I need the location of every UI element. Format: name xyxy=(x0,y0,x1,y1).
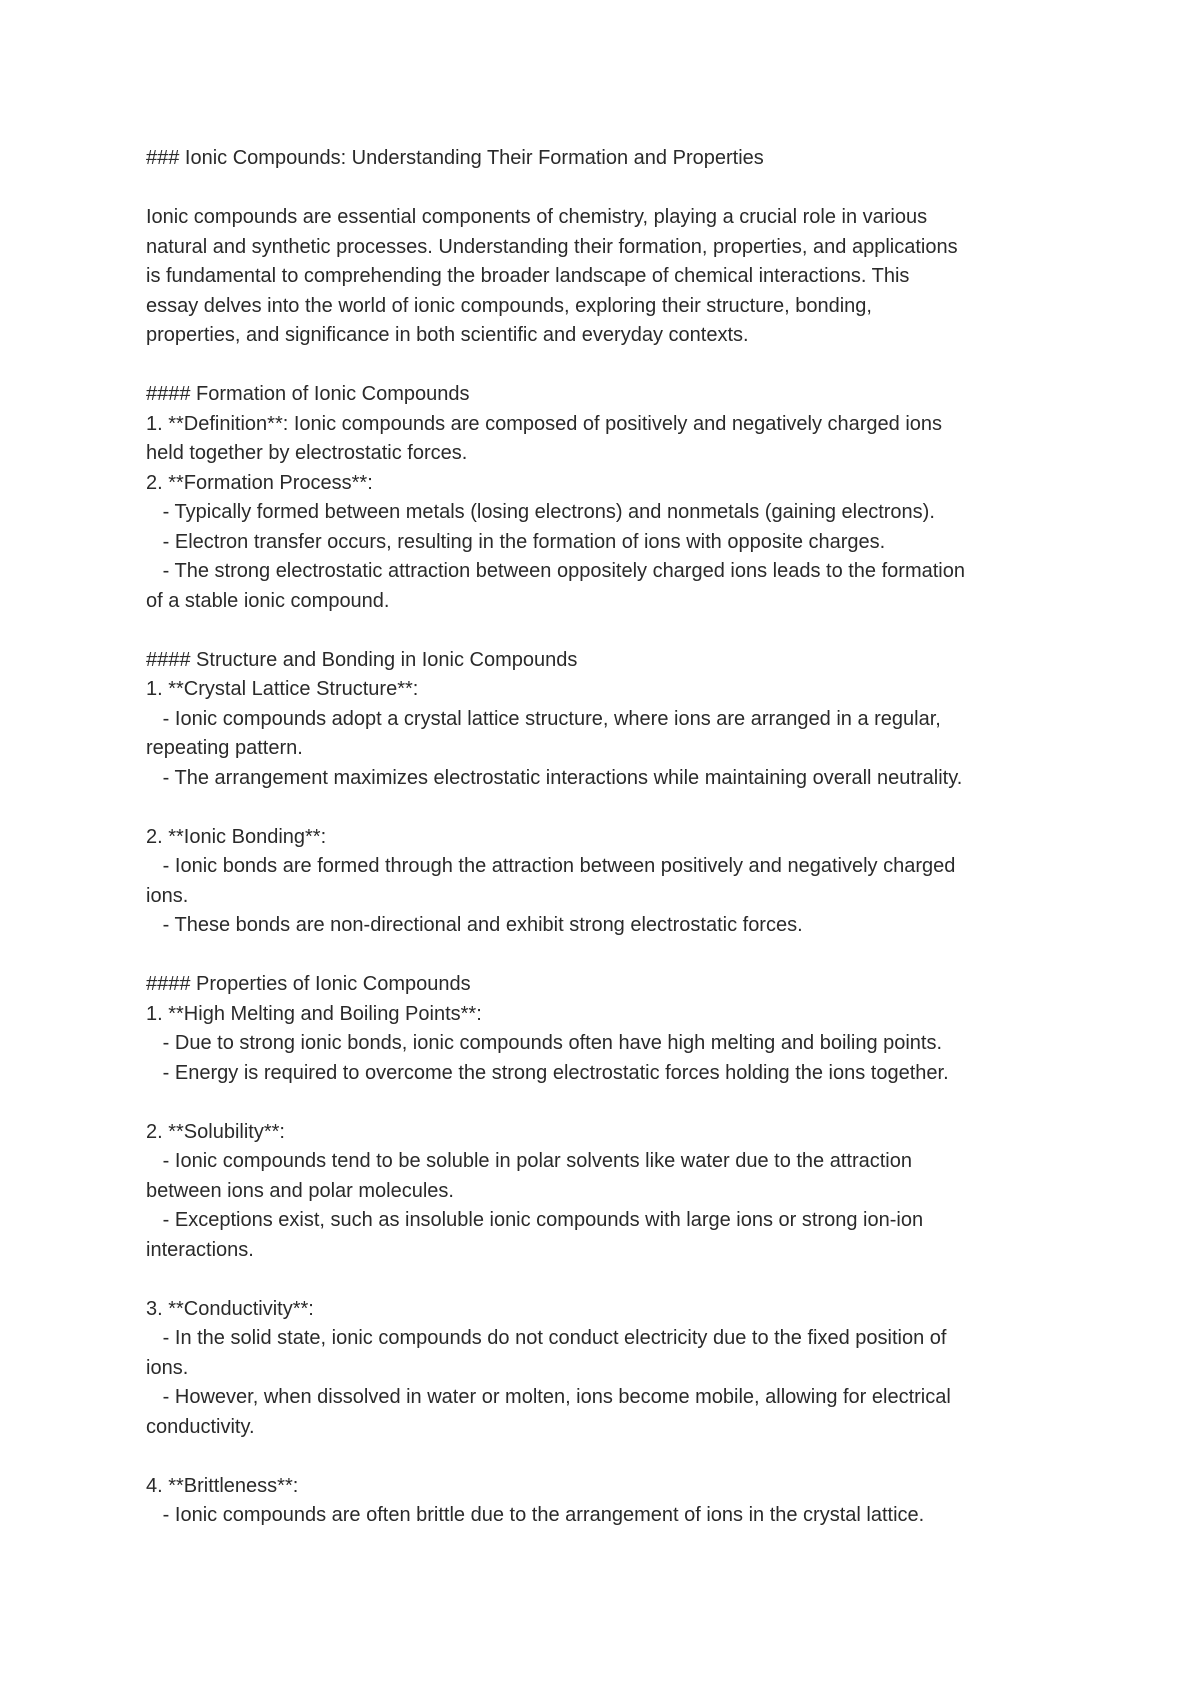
numbered-item: 2. **Formation Process**: xyxy=(146,471,373,494)
text-line: is fundamental to comprehending the broader landscape of chemical interactions. This xyxy=(146,265,910,287)
text-line: natural and synthetic processes. Understanding their formation, properties, and applications xyxy=(146,235,958,258)
text-line: between ions and polar molecules. xyxy=(146,1179,454,1202)
numbered-item: 1. **Definition**: Ionic compounds are composed of positively and negatively charged ions xyxy=(146,412,943,435)
numbered-item: 2. **Solubility**: xyxy=(146,1120,285,1143)
bullet-item: - Ionic compounds adopt a crystal lattice structure, where ions are arranged in a regular, xyxy=(146,707,941,730)
bullet-item: - These bonds are non-directional and exhibit strong electrostatic forces. xyxy=(146,914,803,936)
bullet-item: - Electron transfer occurs, resulting in the formation of ions with opposite charges. xyxy=(146,530,886,553)
bullet-item: - Exceptions exist, such as insoluble ionic compounds with large ions or strong ion-ion xyxy=(146,1209,924,1231)
blank-line xyxy=(146,793,1076,823)
text-line: of a stable ionic compound. xyxy=(146,589,390,612)
blank-line xyxy=(146,1442,1076,1472)
blank-line xyxy=(146,1088,1076,1118)
bullet-item: - Energy is required to overcome the strong electrostatic forces holding the ions together. xyxy=(146,1061,949,1084)
bullet-item: - Due to strong ionic bonds, ionic compounds often have high melting and boiling points. xyxy=(146,1032,943,1054)
blank-line xyxy=(146,941,1076,971)
numbered-item: 1. **High Melting and Boiling Points**: xyxy=(146,1002,482,1025)
bullet-item: - The strong electrostatic attraction between oppositely charged ions leads to the formation xyxy=(146,560,965,582)
bullet-item: - Ionic compounds tend to be soluble in polar solvents like water due to the attraction xyxy=(146,1150,912,1172)
blank-line xyxy=(146,616,1076,646)
document-title: ### Ionic Compounds: Understanding Their Formation and Properties xyxy=(146,147,764,169)
text-line: essay delves into the world of ionic compounds, exploring their structure, bonding, xyxy=(146,294,872,317)
bullet-item: - In the solid state, ionic compounds do not conduct electricity due to the fixed position of xyxy=(146,1327,947,1349)
section-heading: #### Structure and Bonding in Ionic Compounds xyxy=(146,648,578,671)
text-line: held together by electrostatic forces. xyxy=(146,442,468,464)
numbered-item: 2. **Ionic Bonding**: xyxy=(146,825,327,848)
text-line: Ionic compounds are essential components of chemistry, playing a crucial role in various xyxy=(146,206,928,228)
blank-line xyxy=(146,174,1076,204)
blank-line xyxy=(146,1265,1076,1295)
bullet-item: - Typically formed between metals (losing electrons) and nonmetals (gaining electrons). xyxy=(146,501,935,523)
bullet-item: - Ionic compounds are often brittle due to the arrangement of ions in the crystal lattice. xyxy=(146,1504,925,1526)
numbered-item: 1. **Crystal Lattice Structure**: xyxy=(146,678,419,700)
text-line: conductivity. xyxy=(146,1415,255,1438)
text-line: properties, and significance in both scientific and everyday contexts. xyxy=(146,324,749,346)
text-line: repeating pattern. xyxy=(146,737,303,759)
section-heading: #### Formation of Ionic Compounds xyxy=(146,383,470,405)
text-line: ions. xyxy=(146,884,189,907)
section-heading: #### Properties of Ionic Compounds xyxy=(146,973,471,995)
numbered-item: 4. **Brittleness**: xyxy=(146,1474,299,1497)
bullet-item: - However, when dissolved in water or molten, ions become mobile, allowing for electrical xyxy=(146,1386,951,1408)
text-line: interactions. xyxy=(146,1238,254,1261)
numbered-item: 3. **Conductivity**: xyxy=(146,1297,314,1320)
blank-line xyxy=(146,351,1076,381)
text-line: ions. xyxy=(146,1356,189,1379)
document-body xyxy=(146,144,1076,1531)
bullet-item: - Ionic bonds are formed through the attraction between positively and negatively charged xyxy=(146,855,956,877)
bullet-item: - The arrangement maximizes electrostatic interactions while maintaining overall neutrality. xyxy=(146,766,963,789)
